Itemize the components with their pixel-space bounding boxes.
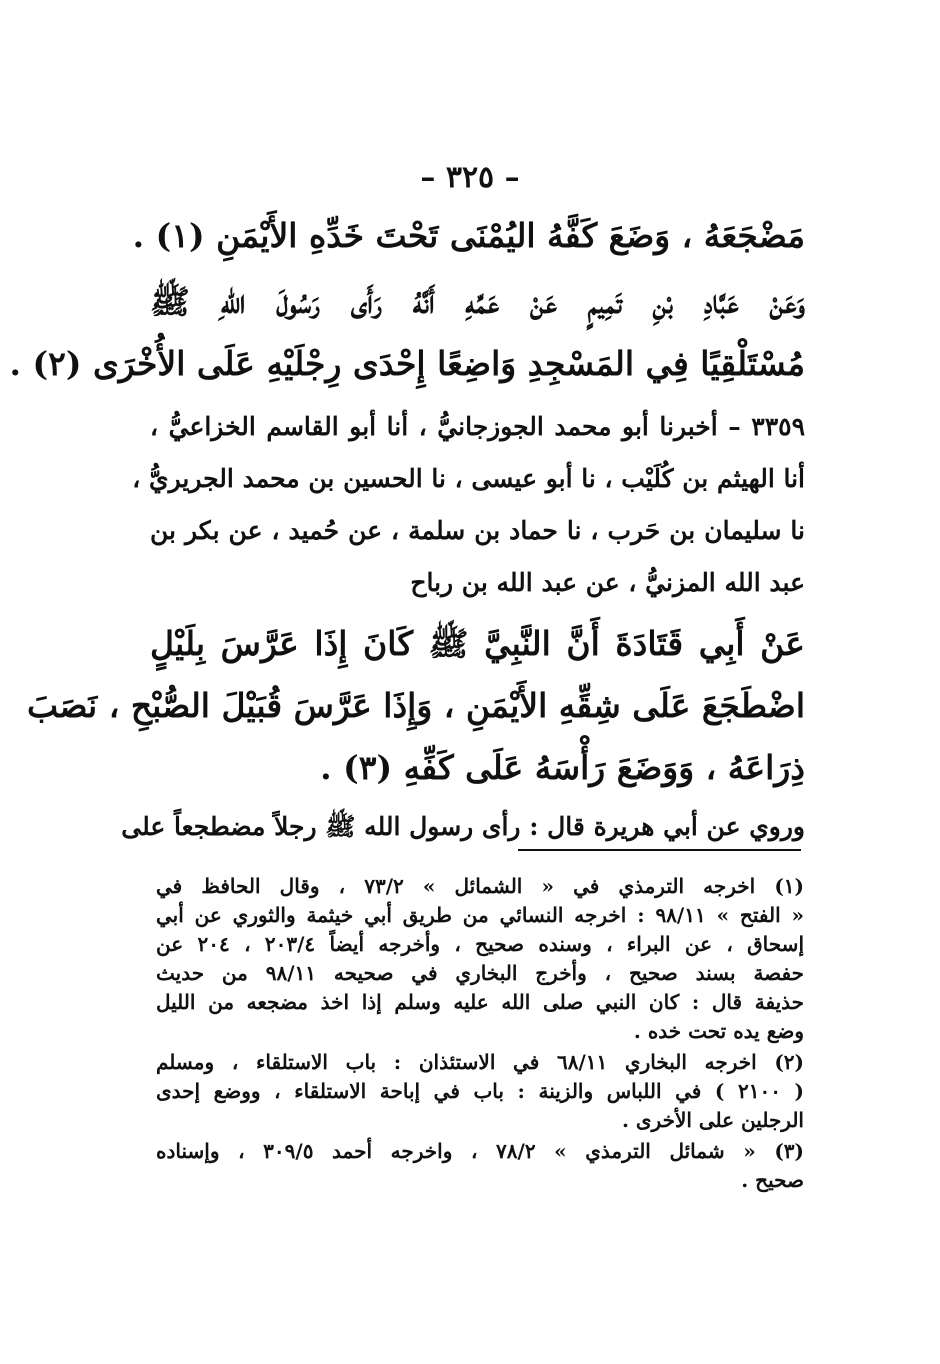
- footnote-line: (١) اخرجه الترمذي في « الشمائل » ٧٣/٢ ، وقال الحافظ في: [156, 874, 804, 898]
- footnote-line: (٣) « شمائل الترمذي » ٧٨/٢ ، واخرجه أحمد ٣٠٩/٥ ، وإسناده: [156, 1139, 804, 1163]
- main-text: [9, 205, 805, 853]
- paragraph-4: [121, 801, 805, 853]
- footnote-line: صحيح .: [741, 1168, 804, 1192]
- footnote-divider: [518, 849, 801, 851]
- text-line: وروي عن أبي هريرة قال : رأى رسول الله ﷺ رجلاً مضطجعاً على: [121, 812, 805, 841]
- paragraph-3: [27, 613, 805, 799]
- footnote-2: [156, 1048, 804, 1135]
- text-line: ذِرَاعَهُ ، وَوَضَعَ رَأْسَهُ عَلَى كَفِّهِ (٣) .: [320, 748, 805, 787]
- text-line: اضْطَجَعَ عَلَى شِقِّهِ الأَيْمَنِ ، وَإِذَا عَرَّسَ قُبَيْلَ الصُّبْحِ ، نَصَبَ: [27, 686, 805, 725]
- footnote-line: الرجلين على الأخرى .: [621, 1108, 804, 1132]
- text-line: عَنْ أَبِي قَتَادَةَ أَنَّ النَّبِيَّ ﷺ كَانَ إِذَا عَرَّسَ بِلَيْلٍ: [150, 624, 805, 663]
- footnote-line: (٢) اخرجه البخاري ٦٨/١١ في الاستئذان : باب الاستلقاء ، ومسلم: [156, 1050, 805, 1074]
- footnotes: [156, 872, 804, 1197]
- footnote-1: [156, 872, 804, 1046]
- footnote-line: حذيفة قال : كان النبي صلى الله عليه وسلم إذا اخذ مضجعه من الليل: [156, 990, 804, 1014]
- page-number: – ٣٢٥ –: [420, 160, 520, 195]
- text-line: أنا الهيثم بن كُلَيْب ، نا أبو عيسى ، نا الحسين بن محمد الجريريُّ ،: [132, 464, 805, 493]
- footnote-3: [156, 1137, 804, 1195]
- footnote-line: وضع يده تحت خده .: [633, 1019, 804, 1043]
- footnote-line: « الفتح » ٩٨/١١ : اخرجه النسائي من طريق أبي خيثمة والثوري عن أبي: [156, 903, 804, 927]
- paragraph-1: [132, 205, 805, 267]
- text-line: عبد الله المزنيُّ ، عن عبد الله بن رباح: [410, 568, 805, 597]
- text-line: مَضْجَعَهُ ، وَضَعَ كَفَّهُ اليُمْنَى تَحْتَ خَدِّهِ الأَيْمَنِ (١) .: [132, 216, 805, 255]
- text-line: ٣٣٥٩ – أخبرنا أبو محمد الجوزجانيُّ ، أنا أبو القاسم الخزاعيُّ ،: [150, 412, 805, 441]
- footnote-line: ( ٢١٠٠ ) في اللباس والزينة : باب في إباحة الاستلقاء ، ووضع إحدى: [156, 1079, 804, 1103]
- text-line: وَعَنْ عَبَّادِ بْنِ تَمِيمٍ عَنْ عَمِّهِ أَنَّهُ رَأَى رَسُولَ اللهِ ﷺ: [150, 282, 805, 321]
- paragraph-2: [9, 271, 805, 395]
- hadith-chain: [132, 401, 805, 609]
- text-line: نا سليمان بن حَرب ، نا حماد بن سلمة ، عن حُميد ، عن بكر بن: [150, 516, 805, 545]
- text-line: مُسْتَلْقِيًا فِي المَسْجِدِ وَاضِعًا إِحْدَى رِجْلَيْهِ عَلَى الأُخْرَى (٢) .: [9, 344, 805, 383]
- footnote-line: إسحاق ، عن البراء ، وسنده صحيح ، وأخرجه أيضاً ٢٠٣/٤ ، ٢٠٤ عن: [156, 932, 805, 956]
- footnote-line: حفصة بسند صحيح ، وأخرج البخاري في صحيحه ٩٨/١١ من حديث: [156, 961, 804, 985]
